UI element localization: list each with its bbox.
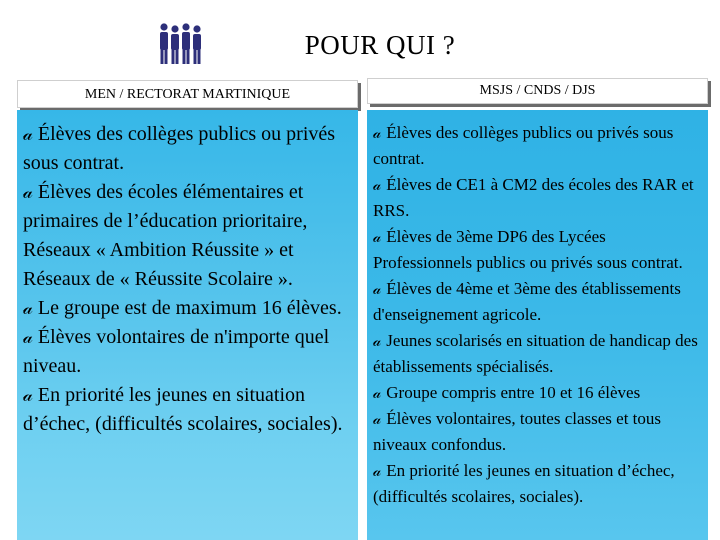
script-a-bullet-icon: 𝒶: [373, 332, 382, 350]
list-item: 𝒶 En priorité les jeunes en situation d’échec, (difficultés scolaires, sociales).: [373, 461, 675, 506]
list-item: 𝒶 Élèves volontaires, toutes classes et tous niveaux confondus.: [373, 409, 662, 454]
list-item: 𝒶 Élèves de 3ème DP6 des Lycées Professionnels publics ou privés sous contrat.: [373, 227, 683, 272]
script-a-bullet-icon: 𝒶: [373, 462, 382, 480]
script-a-bullet-icon: 𝒶: [373, 124, 382, 142]
left-column-list: [23, 120, 352, 439]
right-column-list: [373, 120, 700, 510]
list-item: 𝒶 Élèves de 4ème et 3ème des établissements d'enseignement agricole.: [373, 279, 681, 324]
page-title: POUR QUI ?: [304, 30, 456, 60]
list-item: 𝒶 Élèves volontaires de n'importe quel niveau.: [23, 326, 330, 377]
script-a-bullet-icon: 𝒶: [373, 280, 382, 298]
script-a-bullet-icon: 𝒶: [373, 410, 382, 428]
script-a-bullet-icon: 𝒶: [373, 228, 382, 246]
left-column-header: MEN / RECTORAT MARTINIQUE: [17, 80, 358, 108]
list-item: 𝒶 Groupe compris entre 10 et 16 élèves: [373, 383, 641, 402]
script-a-bullet-icon: 𝒶: [23, 385, 33, 406]
right-column-panel: [367, 110, 708, 540]
list-item: 𝒶 En priorité les jeunes en situation d’échec, (difficultés scolaires, sociales).: [23, 384, 343, 435]
script-a-bullet-icon: 𝒶: [23, 327, 33, 348]
left-column-panel: [17, 110, 358, 540]
script-a-bullet-icon: 𝒶: [373, 384, 382, 402]
list-item: 𝒶 Élèves des collèges publics ou privés sous contrat.: [373, 123, 674, 168]
list-item: 𝒶 Jeunes scolarisés en situation de handicap des établissements spécialisés.: [373, 331, 698, 376]
list-item: 𝒶 Le groupe est de maximum 16 élèves.: [23, 297, 342, 319]
right-column-header: MSJS / CNDS / DJS: [367, 78, 708, 104]
list-item: 𝒶 Élèves de CE1 à CM2 des écoles des RAR et RRS.: [373, 175, 694, 220]
script-a-bullet-icon: 𝒶: [23, 298, 33, 319]
script-a-bullet-icon: 𝒶: [23, 124, 33, 145]
list-item: 𝒶 Élèves des écoles élémentaires et primaires de l’éducation prioritaire, Réseaux « Ambition Réussite » et Réseaux de « Réussite Scolaire ».: [23, 181, 308, 290]
list-item: 𝒶 Élèves des collèges publics ou privés sous contrat.: [23, 123, 336, 174]
script-a-bullet-icon: 𝒶: [373, 176, 382, 194]
script-a-bullet-icon: 𝒶: [23, 182, 33, 203]
